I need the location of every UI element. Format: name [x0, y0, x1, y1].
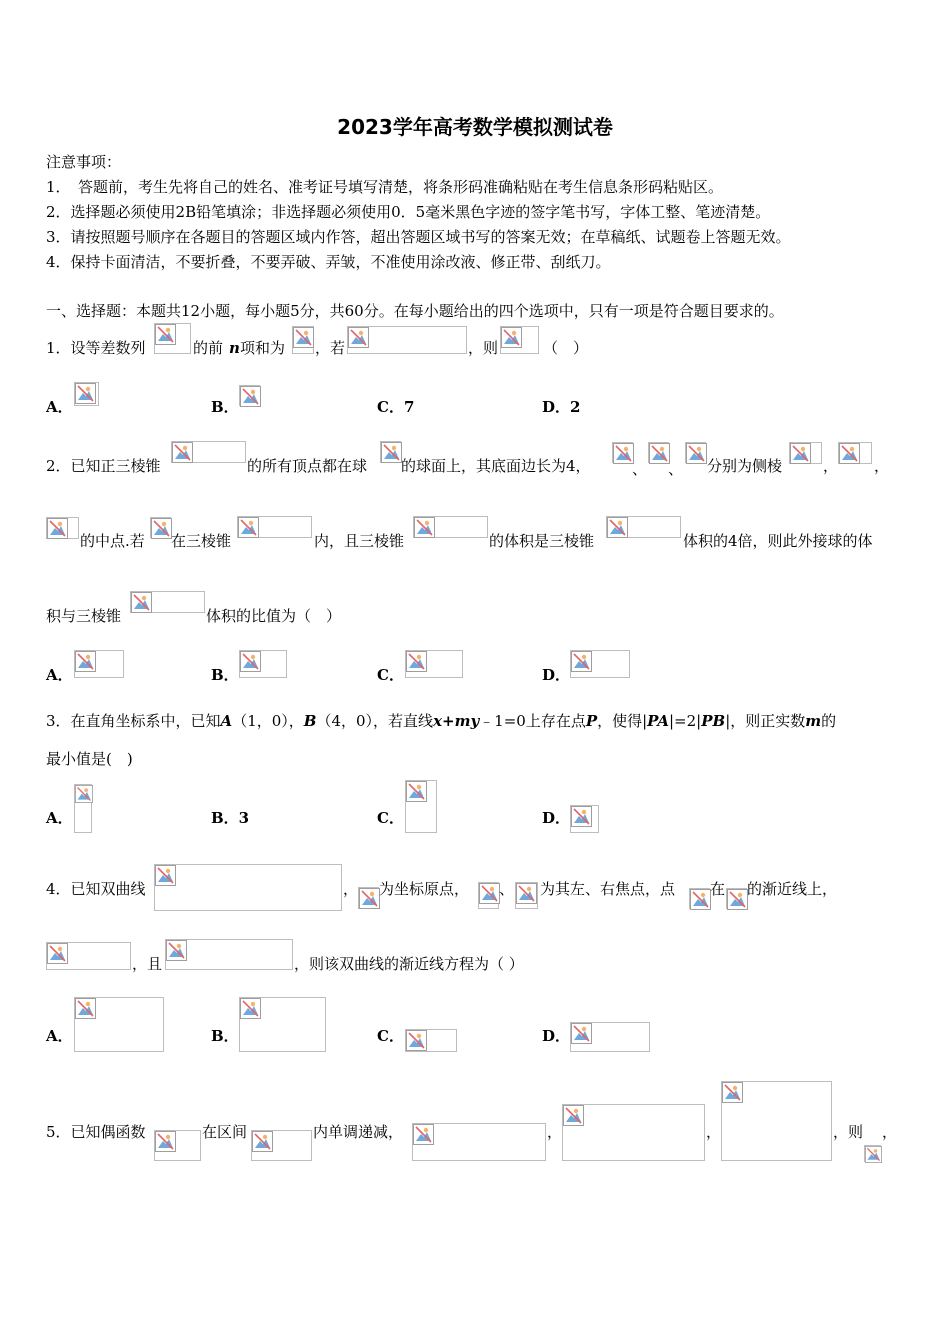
q2-text: 2．已知正三棱锥 [46, 457, 161, 475]
broken-image-icon [648, 442, 669, 463]
q2-option-a: A． [46, 666, 73, 684]
broken-image-icon [405, 1029, 457, 1052]
q4-text: 为其左、右焦点，点 [540, 880, 676, 898]
broken-image-icon [154, 323, 191, 354]
q1-text: 项和为 [240, 339, 286, 357]
q3-text: 最小值是( ) [46, 750, 133, 768]
broken-image-icon [239, 997, 326, 1052]
notice-item: 1． 答题前，考生先将自己的姓名、准考证号填写清楚，将条形码准确粘贴在考生信息条形码粘贴区。 [46, 178, 724, 196]
q4-option-c: C． [377, 1027, 404, 1045]
broken-image-icon [74, 997, 164, 1052]
broken-image-icon [46, 517, 79, 539]
broken-image-icon [412, 1123, 546, 1161]
broken-image-icon [251, 1130, 312, 1161]
broken-image-icon [171, 441, 246, 463]
q5-text: ， [706, 1123, 722, 1141]
q4-option-b: B． [211, 1027, 239, 1045]
notice-heading: 注意事项： [46, 153, 122, 171]
broken-image-icon [606, 516, 681, 538]
q2-text: 的球面上，其底面边长为4， [401, 457, 591, 475]
notice-item: 4．保持卡面清洁，不要折叠，不要弄破、弄皱，不准使用涂改液、修正带、刮纸刀。 [46, 253, 611, 271]
q2-text: 积与三棱锥 [46, 607, 122, 625]
broken-image-icon [405, 650, 463, 678]
q2-option-c: C． [377, 666, 404, 684]
broken-image-icon [405, 780, 437, 833]
q2-option-d: D． [542, 666, 571, 684]
q4-text: 在 [710, 880, 726, 898]
q1-text: （ ） [543, 339, 589, 357]
broken-image-icon [154, 864, 342, 911]
broken-image-icon [515, 882, 538, 909]
q1-option-a: A． [46, 398, 73, 416]
broken-image-icon [478, 882, 499, 909]
q2-text: 体积的比值为（ ） [206, 607, 342, 625]
q2-text: ， [874, 457, 890, 475]
q2-option-b: B． [211, 666, 239, 684]
broken-image-icon [789, 442, 822, 464]
broken-image-icon [239, 385, 260, 406]
q5-text: ， [547, 1123, 563, 1141]
q4-text: 4．已知双曲线 [46, 880, 146, 898]
q4-text: ，则该双曲线的渐近线方程为（ ） [294, 955, 524, 973]
broken-image-icon [347, 326, 467, 354]
q4-option-a: A． [46, 1027, 73, 1045]
broken-image-icon [689, 888, 710, 909]
q2-text: ， [823, 457, 839, 475]
broken-image-icon [570, 805, 599, 833]
broken-image-icon [864, 1145, 881, 1162]
q4-option-d: D． [542, 1027, 571, 1045]
broken-image-icon [612, 442, 633, 463]
broken-image-icon [721, 1081, 832, 1161]
q3-option-d: D． [542, 809, 571, 827]
broken-image-icon [413, 516, 488, 538]
broken-image-icon [292, 326, 314, 354]
broken-image-icon [726, 888, 747, 909]
q2-separator: 、 [668, 460, 684, 478]
q2-text: 在三棱锥 [171, 532, 232, 550]
notice-item: 3．请按照题号顺序在各题目的答题区域内作答，超出答题区域书写的答案无效；在草稿纸、试题卷上答题无效。 [46, 228, 791, 246]
q3-option-c: C． [377, 809, 404, 827]
broken-image-icon [74, 784, 92, 833]
broken-image-icon [500, 326, 539, 354]
broken-image-icon [380, 441, 401, 463]
q1-option-d: D．2 [542, 398, 581, 416]
q2-text: 体积的4倍，则此外接球的体 [683, 532, 873, 550]
broken-image-icon [838, 442, 872, 464]
broken-image-icon [358, 887, 379, 909]
broken-image-icon [46, 942, 131, 970]
q2-text: 内，且三棱锥 [314, 532, 405, 550]
q2-text: 的体积是三棱锥 [489, 532, 595, 550]
broken-image-icon [74, 650, 124, 678]
broken-image-icon [562, 1104, 705, 1161]
q2-text: 的所有顶点都在球 [247, 457, 368, 475]
broken-image-icon [165, 939, 293, 970]
broken-image-icon [150, 517, 171, 538]
q5-text: ，则 [833, 1123, 864, 1141]
q5-text: 在区间 [202, 1123, 248, 1141]
q2-text: 分别为侧棱 [707, 457, 783, 475]
q1-text: ，若 [315, 339, 346, 357]
broken-image-icon [154, 1130, 201, 1161]
q1-option-c: C．7 [377, 398, 415, 416]
broken-image-icon [570, 650, 630, 678]
q5-text: 5．已知偶函数 [46, 1123, 146, 1141]
q4-text: ，且 [132, 955, 163, 973]
q1-var-n: n [229, 339, 240, 357]
broken-image-icon [74, 382, 99, 406]
notice-item: 2．选择题必须使用2B铅笔填涂；非选择题必须使用0．5毫米黑色字迹的签字笔书写，字体工整、笔迹清楚。 [46, 203, 771, 221]
q5-text: 内单调递减， [313, 1123, 404, 1141]
q5-text: ， [882, 1123, 898, 1141]
section-heading: 一、选择题：本题共12小题，每小题5分，共60分。在每小题给出的四个选项中，只有一项是符合题目要求的。 [46, 302, 784, 320]
q1-text: ，则 [468, 339, 499, 357]
q1-text: 的前 [193, 339, 224, 357]
broken-image-icon [570, 1022, 650, 1052]
q3-option-b: B．3 [211, 809, 250, 827]
broken-image-icon [237, 516, 312, 538]
q3-text: 3．在直角坐标系中，已知A（1，0），B（4，0），若直线x+my﹣1=0上存在点P，使得|PA|=2|PB|，则正实数m的 [46, 712, 837, 730]
broken-image-icon [130, 591, 205, 613]
q4-text: 为坐标原点， [379, 880, 470, 898]
q2-text: 的中点.若 [80, 532, 145, 550]
broken-image-icon [685, 442, 706, 463]
q4-text: ， [343, 880, 359, 898]
q4-separator: 、 [499, 880, 515, 898]
q2-separator: 、 [632, 460, 648, 478]
q3-option-a: A． [46, 809, 73, 827]
page-title: 2023学年高考数学模拟测试卷 [337, 115, 613, 139]
q1-option-b: B． [211, 398, 239, 416]
q4-text: 的渐近线上， [747, 880, 838, 898]
broken-image-icon [239, 650, 287, 678]
q1-text: 1．设等差数列 [46, 339, 146, 357]
